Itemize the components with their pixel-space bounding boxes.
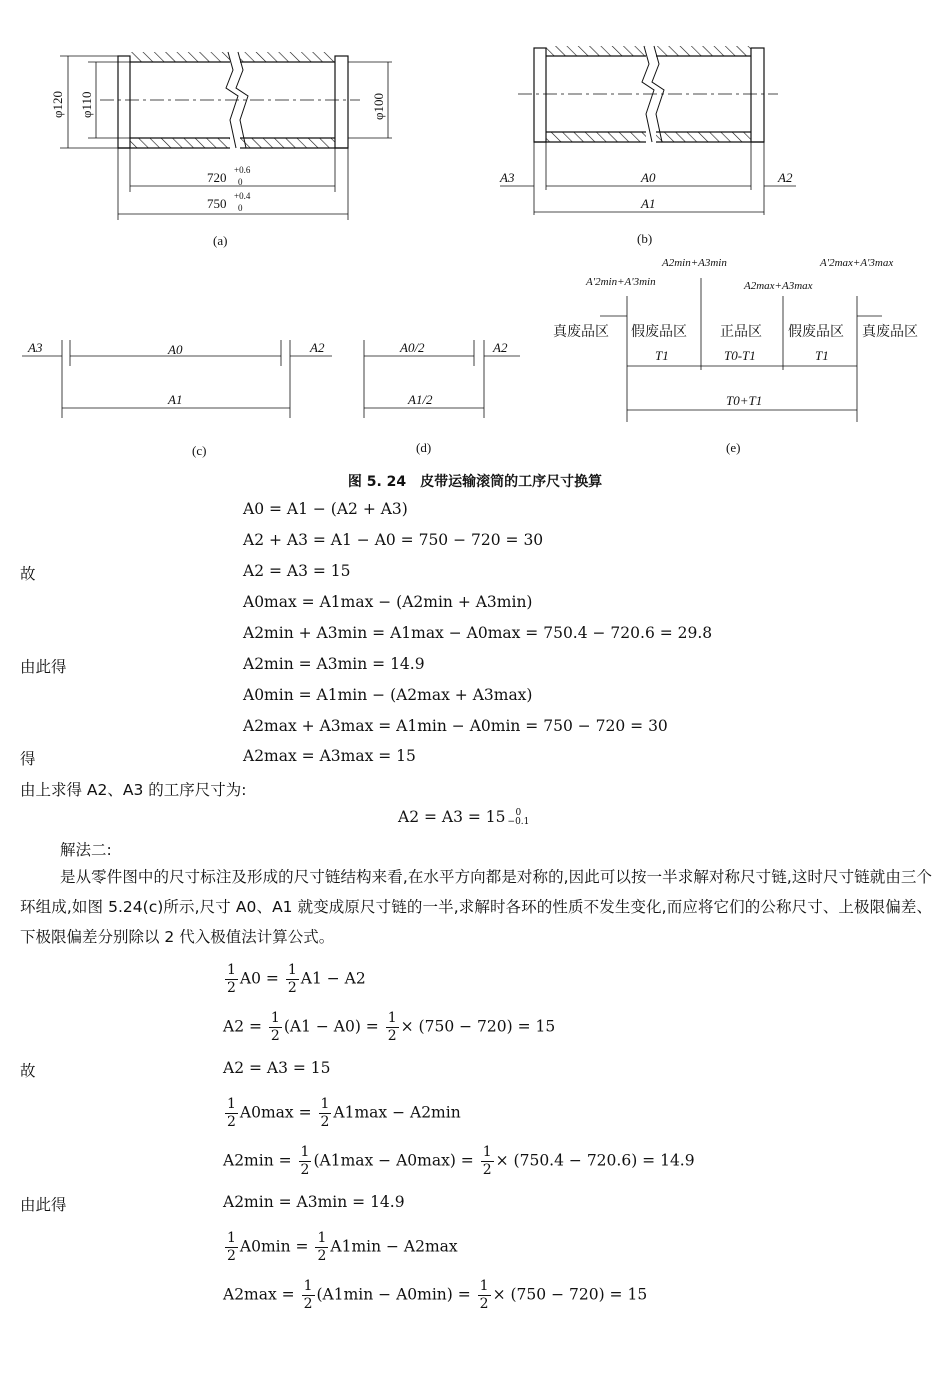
m2-label-therefore: 故 (20, 1062, 36, 1080)
figure-5-24 (0, 0, 950, 465)
e-t1: T1 (655, 348, 669, 363)
subfigure-b (500, 46, 796, 215)
c-A0: A0 (168, 342, 183, 357)
result-main: A2 = A3 = 15 (398, 808, 506, 826)
m2-eq4-den: 2 (227, 1114, 236, 1130)
dim-750-upper: +0.4 (234, 191, 251, 201)
m2-eq1-num: 1 (227, 962, 236, 978)
method2-paragraph: 是从零件图中的尺寸标注及形成的尺寸链结构来看,在水平方向都是对称的,因此可以按一半求解对称尺寸链,这时尺寸链就由三个环组成,如图 5.24(c)所示,尺寸 A0、A1 就变成原尺寸链的一半,求解时各环的性质不发生变化,而应将它们的公称尺寸、上极限偏差、下极限偏差分别除以 2 代入极值法计算公式。 (20, 868, 932, 946)
label-c: (c) (192, 443, 207, 458)
label-a: (a) (213, 233, 228, 248)
subfigure-a-labels (50, 91, 386, 248)
subfigure-d-labels (399, 340, 508, 455)
m2-eq7-num: 1 (227, 1230, 236, 1246)
m2-eq1-den2: 2 (287, 980, 297, 996)
e-t1b: T1 (815, 348, 829, 363)
m2-eq8-num: 1 (303, 1278, 313, 1294)
m2-eq2-b: (A1 − A0) = (283, 1017, 384, 1036)
method2-title: 解法二: (60, 841, 112, 859)
eq-8: A2max + A3max = A1min − A0min = 750 − 720 = 30 (243, 717, 668, 735)
label-therefore: 故 (20, 565, 36, 583)
m2-eq-8 (223, 1278, 647, 1313)
m2-eq2-num2: 1 (387, 1010, 397, 1026)
m2-eq-2 (223, 1010, 555, 1045)
b-A3: A3 (500, 170, 515, 185)
eq-9: A2max = A3max = 15 (243, 747, 416, 765)
dim-720-lower: 0 (238, 177, 243, 187)
label-e: (e) (726, 440, 741, 455)
dim-phi120: φ120 (50, 90, 65, 118)
e-mid-right: A2max+A3max (744, 280, 813, 292)
m2-eq-3: A2 = A3 = 15 (223, 1059, 331, 1077)
e-top-mid: A2min+A3min (662, 257, 727, 269)
m2-eq-5 (223, 1144, 695, 1179)
c-A3: A3 (28, 340, 43, 355)
dim-750-lower: 0 (238, 203, 243, 213)
result-tol-lo: −0.1 (507, 817, 530, 827)
m2-eq8-c: × (750 − 720) = 15 (492, 1285, 648, 1304)
m2-eq1-den: 2 (227, 980, 236, 996)
m2-eq1-a: A0 = (239, 969, 284, 988)
eq-5: A2min + A3min = A1max − A0max = 750.4 − 720.6 = 29.8 (243, 624, 713, 642)
e-zone-0: 真废品区 (553, 325, 609, 340)
m2-eq5-a: A2min = (223, 1151, 297, 1170)
eq-6: A2min = A3min = 14.9 (243, 655, 425, 673)
m2-eq5-num2: 1 (482, 1144, 492, 1160)
dim-720: 720 (207, 170, 227, 185)
b-A2: A2 (778, 170, 793, 185)
e-zone-4: 真废品区 (862, 325, 918, 340)
b-A1: A1 (641, 196, 656, 211)
m2-eq4-num: 1 (227, 1096, 236, 1112)
e-zone-2: 正品区 (720, 325, 762, 340)
e-zone-3: 假废品区 (788, 325, 844, 340)
m2-eq7-den2: 2 (317, 1248, 327, 1264)
m2-eq7-b: A1min − A2max (330, 1237, 458, 1256)
d-A1-half: A1/2 (408, 392, 433, 407)
e-total: T0+T1 (726, 393, 763, 408)
m2-eq8-num2: 1 (479, 1278, 489, 1294)
e-top-right: A'2max+A'3max (820, 257, 894, 269)
m2-eq8-b: (A1min − A0min) = (316, 1285, 476, 1304)
e-t0t1: T0-T1 (724, 348, 756, 363)
label-d: (d) (416, 440, 432, 455)
subfigure-c-labels (27, 340, 325, 458)
m2-eq-1 (223, 962, 366, 997)
m2-eq5-b: (A1max − A0max) = (313, 1151, 479, 1170)
e-top-left: A'2min+A'3min (586, 276, 656, 288)
m2-eq5-num: 1 (300, 1144, 310, 1160)
subfigure-a (60, 52, 392, 220)
m2-label-hence: 由此得 (20, 1196, 67, 1214)
c-A1: A1 (168, 392, 183, 407)
eq-2: A2 + A3 = A1 − A0 = 750 − 720 = 30 (243, 531, 544, 549)
m2-eq5-den: 2 (300, 1162, 310, 1178)
e-zone-1: 假废品区 (631, 325, 687, 340)
label-hence: 由此得 (20, 658, 67, 676)
m2-eq4-a: A0max = (239, 1103, 317, 1122)
m2-eq4-b: A1max − A2min (333, 1103, 461, 1122)
b-A0: A0 (641, 170, 656, 185)
dim-phi100: φ100 (371, 92, 386, 120)
m2-eq7-a: A0min = (239, 1237, 314, 1256)
d-A2: A2 (493, 340, 508, 355)
result-eq (398, 808, 529, 827)
m2-eq2-den: 2 (270, 1028, 280, 1044)
m2-eq2-c: × (750 − 720) = 15 (400, 1017, 556, 1036)
eq-7: A0min = A1min − (A2max + A3max) (243, 686, 533, 704)
m2-eq4-den2: 2 (320, 1114, 330, 1130)
m2-eq5-den2: 2 (482, 1162, 492, 1178)
m2-eq-6: A2min = A3min = 14.9 (223, 1193, 405, 1211)
label-b: (b) (637, 231, 653, 246)
subfigure-e-labels (553, 257, 918, 455)
figure-caption: 图 5. 24 皮带运输滚筒的工序尺寸换算 (347, 474, 603, 490)
eq-1: A0 = A1 − (A2 + A3) (243, 500, 408, 518)
eq-3: A2 = A3 = 15 (243, 562, 351, 580)
m2-eq8-den: 2 (303, 1296, 313, 1312)
m2-eq8-den2: 2 (479, 1296, 489, 1312)
m2-eq-4 (223, 1096, 461, 1131)
dim-720-upper: +0.6 (234, 165, 251, 175)
m2-eq4-num2: 1 (320, 1096, 330, 1112)
dim-750: 750 (207, 196, 227, 211)
c-A2: A2 (310, 340, 325, 355)
subfigure-b-labels (499, 170, 793, 246)
result-tol-up: 0 (515, 808, 522, 818)
label-get: 得 (20, 750, 36, 768)
m2-eq1-num2: 1 (287, 962, 297, 978)
m2-eq2-den2: 2 (387, 1028, 397, 1044)
summary-text: 由上求得 A2、A3 的工序尺寸为: (20, 781, 247, 799)
m2-eq7-num2: 1 (317, 1230, 327, 1246)
m2-eq1-b: A1 − A2 (300, 969, 366, 988)
eq-4: A0max = A1max − (A2min + A3min) (243, 593, 533, 611)
d-A0-half: A0/2 (400, 340, 425, 355)
m2-eq2-a: A2 = (223, 1017, 267, 1036)
m2-eq8-a: A2max = (223, 1285, 300, 1304)
m2-eq2-num: 1 (270, 1010, 280, 1026)
dim-phi110: φ110 (79, 91, 94, 118)
m2-eq-7 (223, 1230, 458, 1265)
m2-eq7-den: 2 (227, 1248, 236, 1264)
m2-eq5-c: × (750.4 − 720.6) = 14.9 (495, 1151, 695, 1170)
